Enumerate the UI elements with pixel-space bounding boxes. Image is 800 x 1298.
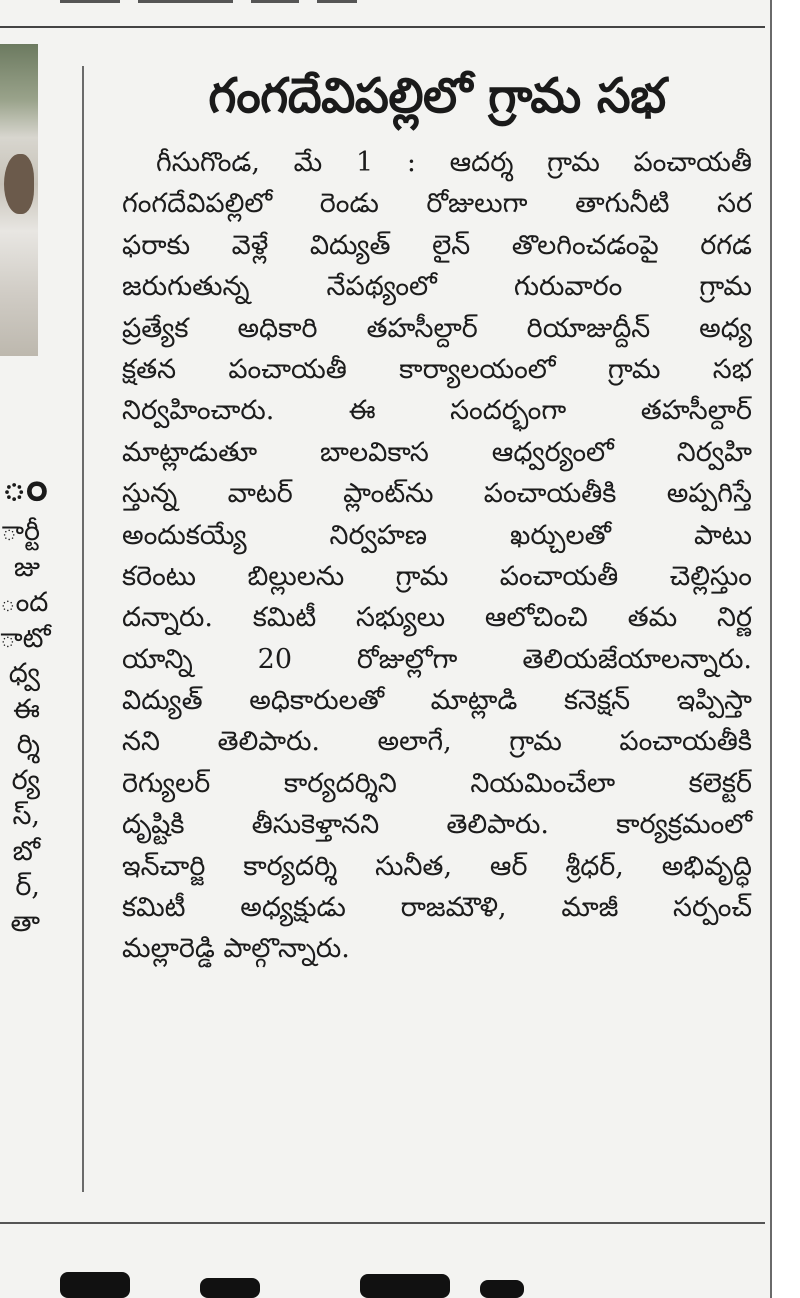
left-line-fragment: ర్,	[15, 871, 40, 902]
left-line-fragment: ఈ	[13, 693, 40, 725]
article-line: మాట్లాడుతూ బాలవికాస ఆధ్వర్యంలో నిర్వహి	[122, 436, 752, 468]
article-line: క్షతన పంచాయతీ కార్యాలయంలో గ్రామ సభ	[122, 353, 752, 385]
article-line: ప్రత్యేక అధికారి తహసీల్దార్ రియాజుద్దీన్ అధ్య	[122, 312, 752, 344]
article-line: మల్లారెడ్డి పాల్గొన్నారు.	[122, 933, 350, 965]
column-divider	[82, 66, 84, 1192]
article-line: నిర్వహించారు. ఈ సందర్భంగా తహసీల్దార్	[122, 395, 752, 427]
left-line-fragment: ధ్వ	[8, 658, 40, 689]
article-line: దృష్టికి తీసుకెళ్తానని తెలిపారు. కార్యక్రమంలో	[122, 809, 752, 841]
article-line: గీసుగొండ, మే 1 : ఆదర్శ గ్రామ పంచాయతీ	[156, 147, 752, 178]
article-line: రెగ్యులర్ కార్యదర్శిని నియమించేలా కలెక్టర్	[122, 767, 752, 799]
left-line-fragment: ర్శి	[16, 729, 40, 760]
next-headline-fragment	[60, 1254, 530, 1298]
article-line: కరెంటు బిల్లులను గ్రామ పంచాయతీ చెల్లిస్తుం	[122, 560, 752, 592]
article-line: యాన్ని 20 రోజుల్లోగా తెలియజేయాలన్నారు.	[122, 643, 752, 675]
left-line-fragment: జు	[13, 551, 40, 583]
news-article	[122, 54, 752, 970]
article-line: నని తెలిపారు. అలాగే, గ్రామ పంచాయతీకి	[122, 726, 752, 758]
left-line-fragment: ర్య	[11, 764, 40, 796]
left-line-fragment: బో	[12, 835, 40, 867]
article-line: కమిటీ అధ్యక్షుడు రాజమౌళి, మాజీ సర్పంచ్	[122, 892, 752, 924]
left-line-fragment: ార్టీ	[1, 516, 40, 547]
article-body	[122, 142, 752, 970]
article-line: గంగదేవిపల్లిలో రెండు రోజులుగా తాగునీటి సర	[122, 188, 752, 220]
left-column-fragment	[0, 458, 51, 940]
left-line-fragment: స్,	[12, 800, 40, 831]
article-line: ఫరాకు వెళ్లే విద్యుత్ లైన్ తొలగించడంపై రగడ	[122, 229, 752, 261]
left-heading-fragment: ం	[2, 461, 48, 510]
bottom-column-rule	[0, 1222, 765, 1224]
photo-person	[4, 154, 34, 214]
left-line-fragment: ాటో	[0, 622, 51, 654]
article-line: ఇన్‌చార్జి కార్యదర్శి సునీత, ఆర్ శ్రీధర్, అభివృద్ధి	[122, 850, 752, 882]
top-text-fragment	[60, 0, 390, 10]
top-column-rule	[0, 26, 765, 28]
article-line: జరుగుతున్న నేపథ్యంలో గురువారం గ్రామ	[122, 271, 752, 303]
article-line: విద్యుత్ అధికారులతో మాట్లాడి కనెక్షన్ ఇప్పిస్తా	[122, 685, 752, 717]
article-line: దన్నారు. కమిటీ సభ్యులు ఆలోచించి తమ నిర్ణ	[122, 602, 752, 634]
article-line: అందుకయ్యే నిర్వహణ ఖర్చులతో పాటు	[122, 519, 752, 551]
left-line-fragment: ంద	[0, 587, 49, 618]
left-line-fragment: తా	[10, 906, 40, 938]
article-headline: గంగదేవిపల్లిలో గ్రామ సభ	[208, 68, 666, 124]
page-edge	[770, 0, 800, 1298]
article-line: స్తున్న వాటర్ ప్లాంట్‌ను పంచాయతీకి అప్పగిస్తే	[122, 478, 752, 510]
cropped-photo	[0, 44, 38, 356]
